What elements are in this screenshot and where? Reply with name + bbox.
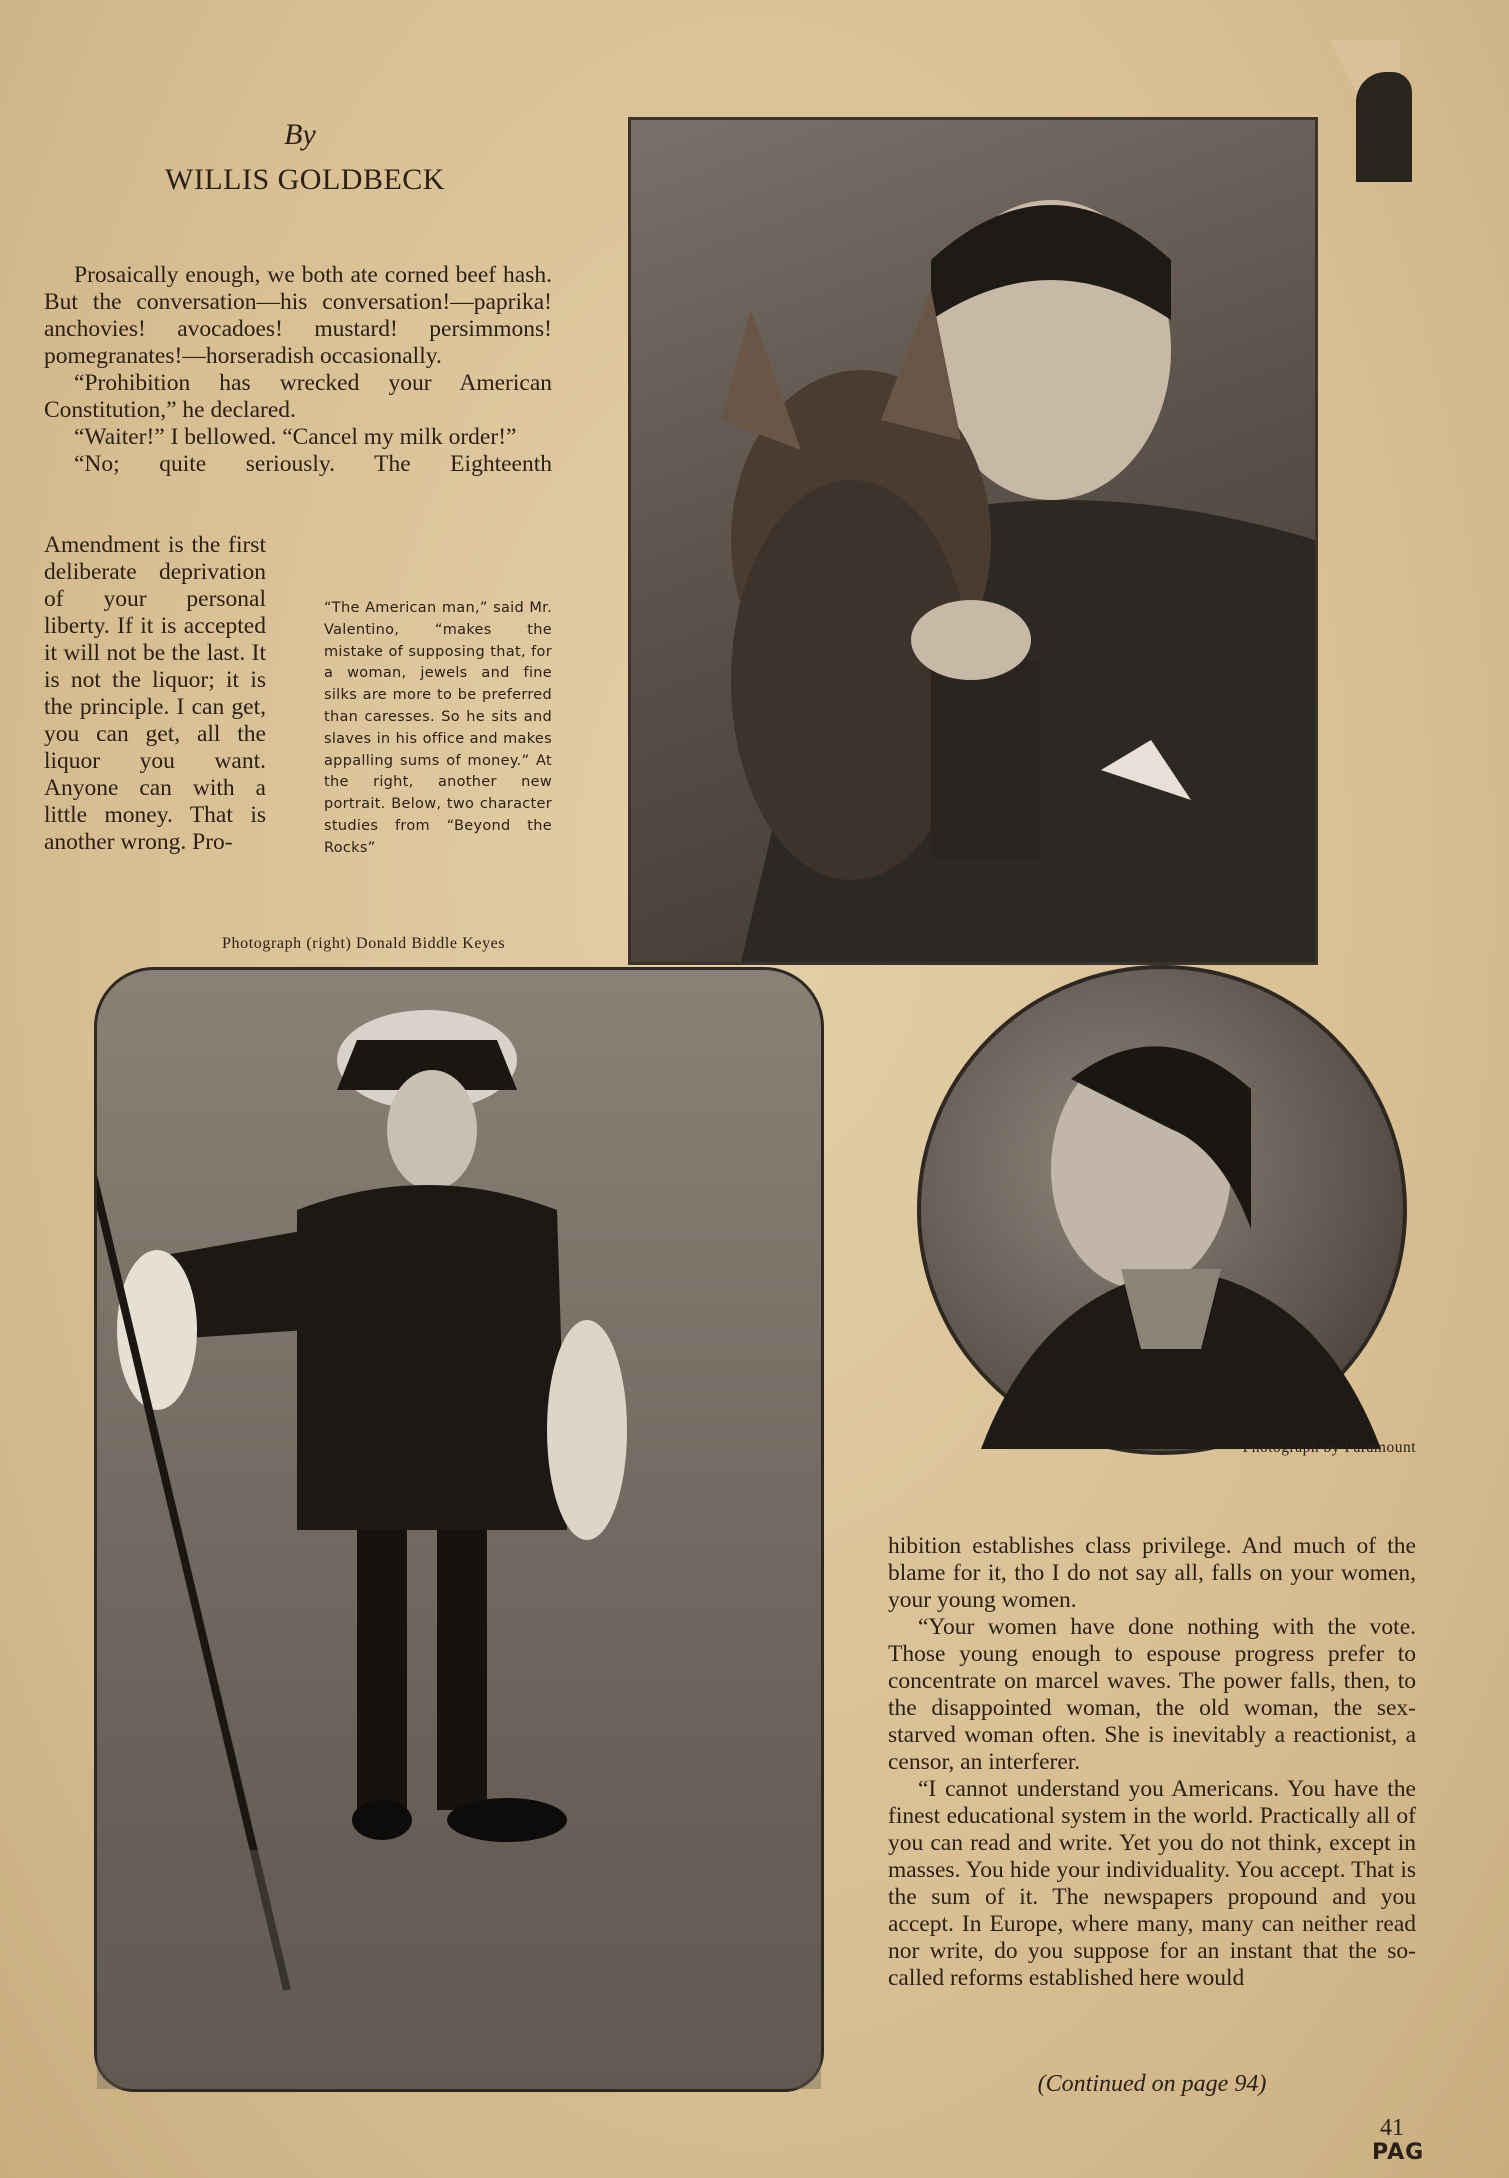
paragraph: “I cannot understand you Americans. You have the finest educational system in the world. Practically all of you can read and write. Yet you do not think, except in masses. You hide your individuality. You accept. That is the sum of it. The newspapers propound and you accept. In Europe, where many, many can neither read nor write, do you suppose for an instant that the so-called reforms established here would xyxy=(888,1776,1416,1991)
continued-note: (Continued on page 94) xyxy=(1037,2071,1267,2097)
narrow-text-column: Amendment is the first deliberate deprivation of your personal liberty. If it is accepted it will not be the last. It is not the liquor; it is the principle. I can get, you can get, all the liquor you want. Anyone can with a little money. That is another wrong. Pro- xyxy=(44,532,266,855)
bottom-text-column xyxy=(888,1533,1416,1992)
paragraph: “No; quite seriously. The Eighteenth xyxy=(74,451,552,477)
portrait-with-dog-photo xyxy=(628,117,1318,965)
paragraph: hibition establishes class privilege. And much of the blame for it, tho I do not say all, falls on your women, your young women. xyxy=(888,1533,1416,1613)
top-text-column xyxy=(44,262,552,478)
paragraph: “Your women have done nothing with the vote. Those young enough to espouse progress prefer to concentrate on marcel waves. The power falls, then, to the disappointed woman, the old woman, the sex-starved woman often. She is inevitably a reactionist, a censor, an interferer. xyxy=(888,1614,1416,1775)
page-logo: PAG xyxy=(1372,2140,1425,2165)
paragraph: “Waiter!” I bellowed. “Cancel my milk order!” xyxy=(74,424,517,450)
profile-portrait-illustration xyxy=(921,969,1403,1451)
costume-full-figure-photo xyxy=(94,967,824,2092)
paragraph: “Prohibition has wrecked your American Constitution,” he declared. xyxy=(44,370,552,423)
photo-credit-paramount: Photograph by Paramount xyxy=(1242,1439,1416,1456)
paragraph: Prosaically enough, we both ate corned beef hash. But the conversation—his conversation!—paprika! anchovies! avocadoes! mustard! persimmons! pomegranates!—horseradish occasionally. xyxy=(44,262,552,369)
byline-author: WILLIS GOLDBECK xyxy=(165,163,445,196)
byline-by: By xyxy=(284,118,316,151)
costume-figure-illustration xyxy=(97,970,821,2089)
photo-caption: “The American man,” said Mr. Valentino, “makes the mistake of supposing that, for a woman, jewels and fine silks are more to be preferred than caresses. So he sits and slaves in his office and makes appalling sums of money.” At the right, another new portrait. Below, two character studies from “Beyond the Rocks” xyxy=(324,600,552,856)
profile-portrait-photo xyxy=(917,965,1407,1455)
photo-credit-keyes: Photograph (right) Donald Biddle Keyes xyxy=(222,935,506,952)
page-tab xyxy=(1356,72,1412,182)
portrait-with-dog-illustration xyxy=(631,120,1315,962)
page-number: 41 xyxy=(1380,2115,1404,2141)
